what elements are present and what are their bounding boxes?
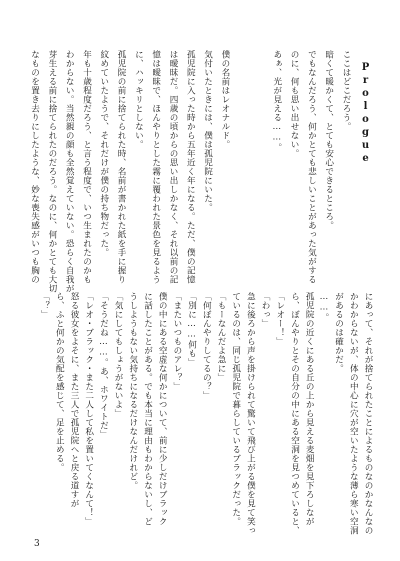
text-line: 「そうだね……。あ、ホワイトだ」: [98, 292, 109, 439]
text-line: 「レオー！」: [274, 292, 285, 346]
text-line: ているのは、同じ孤児院で暮らしているブラックだった。: [230, 292, 241, 526]
text-line: 孤児院に入った時から五年近く年になる。ただ、僕の記憶: [185, 50, 196, 284]
text-line: 紋めていたようで、それだけが僕の持ち物だった。: [98, 50, 109, 257]
upper-text-block: [29, 50, 374, 293]
text-line: 芽生える前に捨てられたのだろう。なのに、何かとても大切: [46, 50, 57, 293]
text-line: なものを置き去りにしたような、妙な喪失感がいつも胸の: [29, 50, 40, 284]
text-line: 僕の中にある空虚な何かについて、前に少しだけブラック: [157, 292, 168, 526]
text-line: 「わっ」: [260, 292, 271, 328]
text-line: わからない。当然親の顔も全然覚えていない。恐らく自我が: [64, 50, 75, 293]
text-line: は曖昧だ。四歳の頃からの思い出しかなく、それ以前の記: [168, 50, 178, 284]
text-line: 孤児院の前に捨てられた時、名前が書かれた紙を手に握り: [116, 50, 127, 284]
text-line: 憶は曖昧で、ほんやりとした霧に覆われた景色を見るよう: [150, 50, 161, 284]
chapter-heading: Prologue: [360, 62, 371, 166]
text-line: ……。: [318, 292, 329, 322]
text-line: 「別に……何も」: [186, 292, 197, 367]
text-line: 気付いたときには、僕は孤児院にいた。: [202, 50, 213, 212]
text-line: 「またいつものアレ？」: [171, 292, 182, 391]
text-line: ら、ふと何かの気配を感じて、足を止める。: [54, 292, 65, 472]
text-line: 怒る彼女をよそに、また三人で孤児院へと戻る道すが: [69, 292, 79, 508]
text-line: かわからないが、体の中心に穴が空いたような薄ら寒い空洞: [348, 292, 359, 535]
text-line: 暗くて暖かくて、とても安心できるところ。: [323, 50, 334, 230]
text-line: ら、ぼんやりとその自分の中にある空洞を見つめていると、: [289, 292, 300, 535]
page-number: 3: [34, 539, 40, 549]
text-line: のに、何も思い出せない。: [289, 50, 300, 158]
text-line: 年も十歳程度だろう、と言う程度で、いつ生まれたのかも: [81, 50, 92, 284]
lower-text-block: [30, 292, 374, 535]
text-line: にあって、それが捨てられたことによるものなのかなんなの: [363, 292, 373, 535]
text-line: 「レオ・ブラック・また二人して私を置いてくなんて！」: [83, 292, 94, 526]
text-line: あぁ、光が見える……。: [271, 50, 282, 152]
text-line: 「何ぼんやりしてるの？」: [201, 292, 212, 400]
text-line: に話したことがある。でも本当に理由もわからないし、ど: [142, 292, 153, 526]
text-line: 「？」: [39, 292, 50, 319]
text-line: があるのは確かだ。: [333, 292, 344, 373]
text-line: 「もーなんだよ急に」: [216, 292, 226, 382]
text-line: 急に後ろから声を掛けられて驚いて飛び上がる僕を見て笑っ: [245, 292, 256, 535]
text-line: 孤児院の近くにある丘の上から見える麦畑を見下ろしなが: [304, 292, 315, 526]
text-line: うしようもない気持ちになるだけなんだけれど。: [127, 292, 138, 490]
text-line: に、ハッキリとしない。: [133, 50, 144, 149]
text-line: でもなんだろう、何かとても悲しいことがあった気がする: [306, 50, 317, 284]
text-line: 「気にしてもしょうがないよ」: [113, 292, 124, 418]
text-line: ここはどこだろう。: [341, 50, 351, 131]
text-line: 僕の名前はレオナルド。: [219, 50, 230, 149]
